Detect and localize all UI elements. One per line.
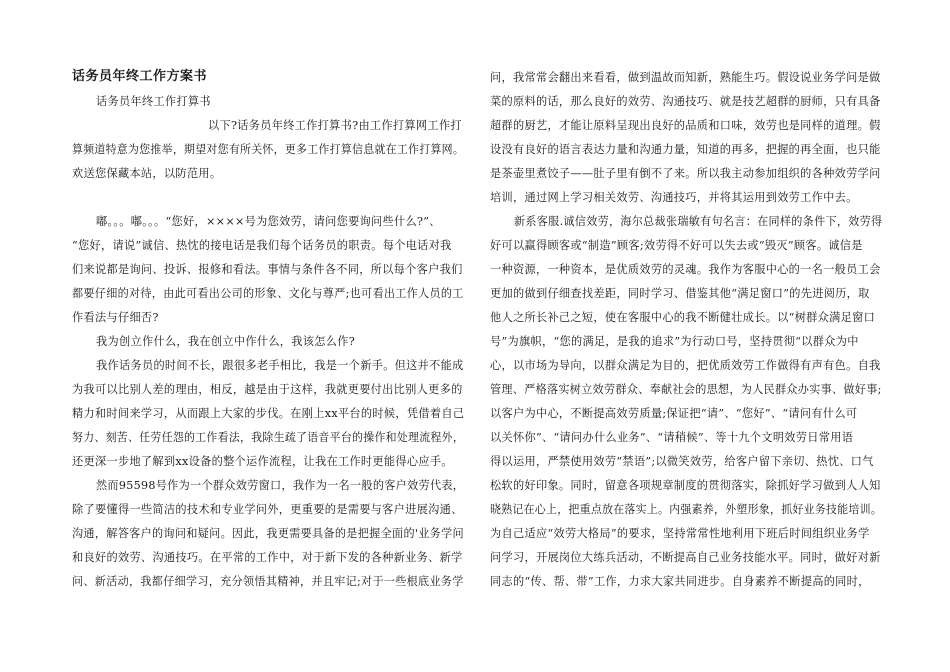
text-line: 心，以市场为导向，以群众满足为目的，把优质效劳工作做得有声有色。自我 bbox=[490, 359, 881, 372]
text-line: 们来说都是询问、投诉、报修和看法。事情与条件各不同，所以每个客户我们 bbox=[72, 263, 463, 276]
text-line: 嘟。。。嘟。。。“您好，××××号为您效劳，请问您要询问些什么?”、 bbox=[96, 215, 441, 228]
text-line: 问，我常常会翻出来看看，做到温故而知新，熟能生巧。假设说业务学问是做 bbox=[490, 71, 881, 84]
text-line: 管理、严格落实树立效劳群众、奉献社会的思想，为人民群众办实事、做好事; bbox=[490, 383, 882, 396]
text-line: 松软的好印象。同时，留意各项规章制度的贯彻落实，除抓好学习做到人人知 bbox=[490, 479, 881, 492]
text-line: 作看法与仔细否? bbox=[72, 311, 159, 324]
text-line: 设没有良好的语言表达力量和沟通力量，知道的再多，把握的再全面，也只能 bbox=[490, 143, 881, 156]
text-line: 培训，通过网上学习相关效劳、沟通技巧，并将其运用到效劳工作中去。 bbox=[490, 191, 858, 204]
text-line: 为自己适应“效劳大格局”的要求，坚持常常性地利用下班后时间组织业务学 bbox=[490, 527, 870, 540]
text-line: 一种资源，一种资本，是优质效劳的灵魂。我作为客服中心的一名一般员工会 bbox=[490, 263, 881, 276]
text-line: 以客户为中心，不断提高效劳质量;保证把“请”、“您好”、“请问有什么可 bbox=[490, 407, 858, 420]
text-line: 和良好的效劳、沟通技巧。在平常的工作中，对于新下发的各种新业务、新学 bbox=[72, 551, 463, 564]
text-line: 我为创立作什么，我在创立中作什么，我该怎么作? bbox=[96, 335, 356, 348]
text-line: 都要仔细的对待，由此可看出公司的形象、文化与尊严;也可看出工作人员的工 bbox=[72, 287, 464, 300]
text-line: 好可以赢得顾客或“制造”顾客;效劳得不好可以失去或“毁灭”顾客。诚信是 bbox=[490, 239, 863, 252]
text-line: 更加的做到仔细查找差距，同时学习、借鉴其他“满足窗口”的先进阅历，取 bbox=[490, 287, 870, 300]
document-title: 话务员年终工作方案书 bbox=[72, 69, 208, 84]
text-line: 同志的“传、帮、带”工作，力求大家共同进步。自身素养不断提高的同时， bbox=[490, 575, 870, 588]
text-line: 以下?话务员年终工作打算书?由工作打算网工作打 bbox=[208, 119, 462, 132]
text-line: 话务员年终工作打算书 bbox=[96, 95, 211, 108]
text-line: 算频道特意为您推举，期望对您有所关怀，更多工作打算信息就在工作打算网。 bbox=[72, 143, 465, 156]
text-line: 然而95598号作为一个群众效劳窗口，我作为一名一般的客户效劳代表， bbox=[96, 479, 465, 492]
text-line: 沟通，解答客户的询问和疑问。因此，我更需要具备的是把握全面的'业务学问 bbox=[72, 527, 464, 540]
text-line: 努力、刻苦、任劳任怨的工作看法，我除生疏了语音平台的操作和处理流程外， bbox=[72, 431, 465, 444]
text-line: 为我可以比别人差的理由，相反，越是由于这样，我就更要付出比别人更多的 bbox=[72, 383, 463, 396]
text-line: “您好，请说”诚信、热忱的接电话是我们每个话务员的职责。每个电话对我 bbox=[72, 239, 452, 252]
text-line: 以关怀你”、“请问办什么业务”、“请稍候”、等十九个文明效劳日常用语 bbox=[490, 431, 854, 444]
text-line: 是茶壶里煮饺子——肚子里有倒不了来。所以我主动参加组织的各种效劳学问 bbox=[490, 167, 881, 180]
text-line: 问、新活动，我都仔细学习，充分领悟其精神，并且牢记;对于一些根底业务学 bbox=[72, 575, 464, 588]
text-line: 号”为旗帜，“您的满足，是我的追求”为行动口号，坚持贯彻“以群众为中 bbox=[490, 335, 859, 348]
text-line: 欢送您保藏本站，以防范用。 bbox=[72, 167, 222, 180]
text-line: 菜的原料的话，那么良好的效劳、沟通技巧、就是技艺超群的厨师，只有具备 bbox=[490, 95, 881, 108]
text-line: 精力和时间来学习，从而跟上大家的步伐。在刚上xx平台的时候，凭借着自己 bbox=[72, 407, 465, 420]
text-line: 除了要懂得一些简洁的技术和专业学问外，更重要的是需要与客户进展沟通、 bbox=[72, 503, 463, 516]
text-line: 他人之所长补己之短，使在客服中心的我不断健壮成长。以“树群众满足窗口 bbox=[490, 311, 876, 324]
text-line: 新系客服.诚信效劳，海尔总裁张瑞敏有句名言：在同样的条件下，效劳得 bbox=[514, 215, 883, 228]
text-line: 我作话务员的时间不长，跟很多老手相比，我是一个新手。但这并不能成 bbox=[96, 359, 464, 372]
text-line: 晓熟记在心上，把重点放在落实上。内强素养，外塑形象，抓好业务技能培训。 bbox=[490, 503, 883, 516]
text-line: 超群的厨艺，才能让原料呈现出良好的品质和口味，效劳也是同样的道理。假 bbox=[490, 119, 881, 132]
text-line: 还更深一步地了解到xx设备的整个运作流程，让我在工作时更能得心应手。 bbox=[72, 455, 453, 468]
text-line: 问学习，开展岗位大练兵活动，不断提高自己业务技能水平。同时，做好对新 bbox=[490, 551, 881, 564]
text-line: 得以运用，严禁使用效劳“禁语”;以微笑效劳，给客户留下亲切、热忱、口气 bbox=[490, 455, 874, 468]
